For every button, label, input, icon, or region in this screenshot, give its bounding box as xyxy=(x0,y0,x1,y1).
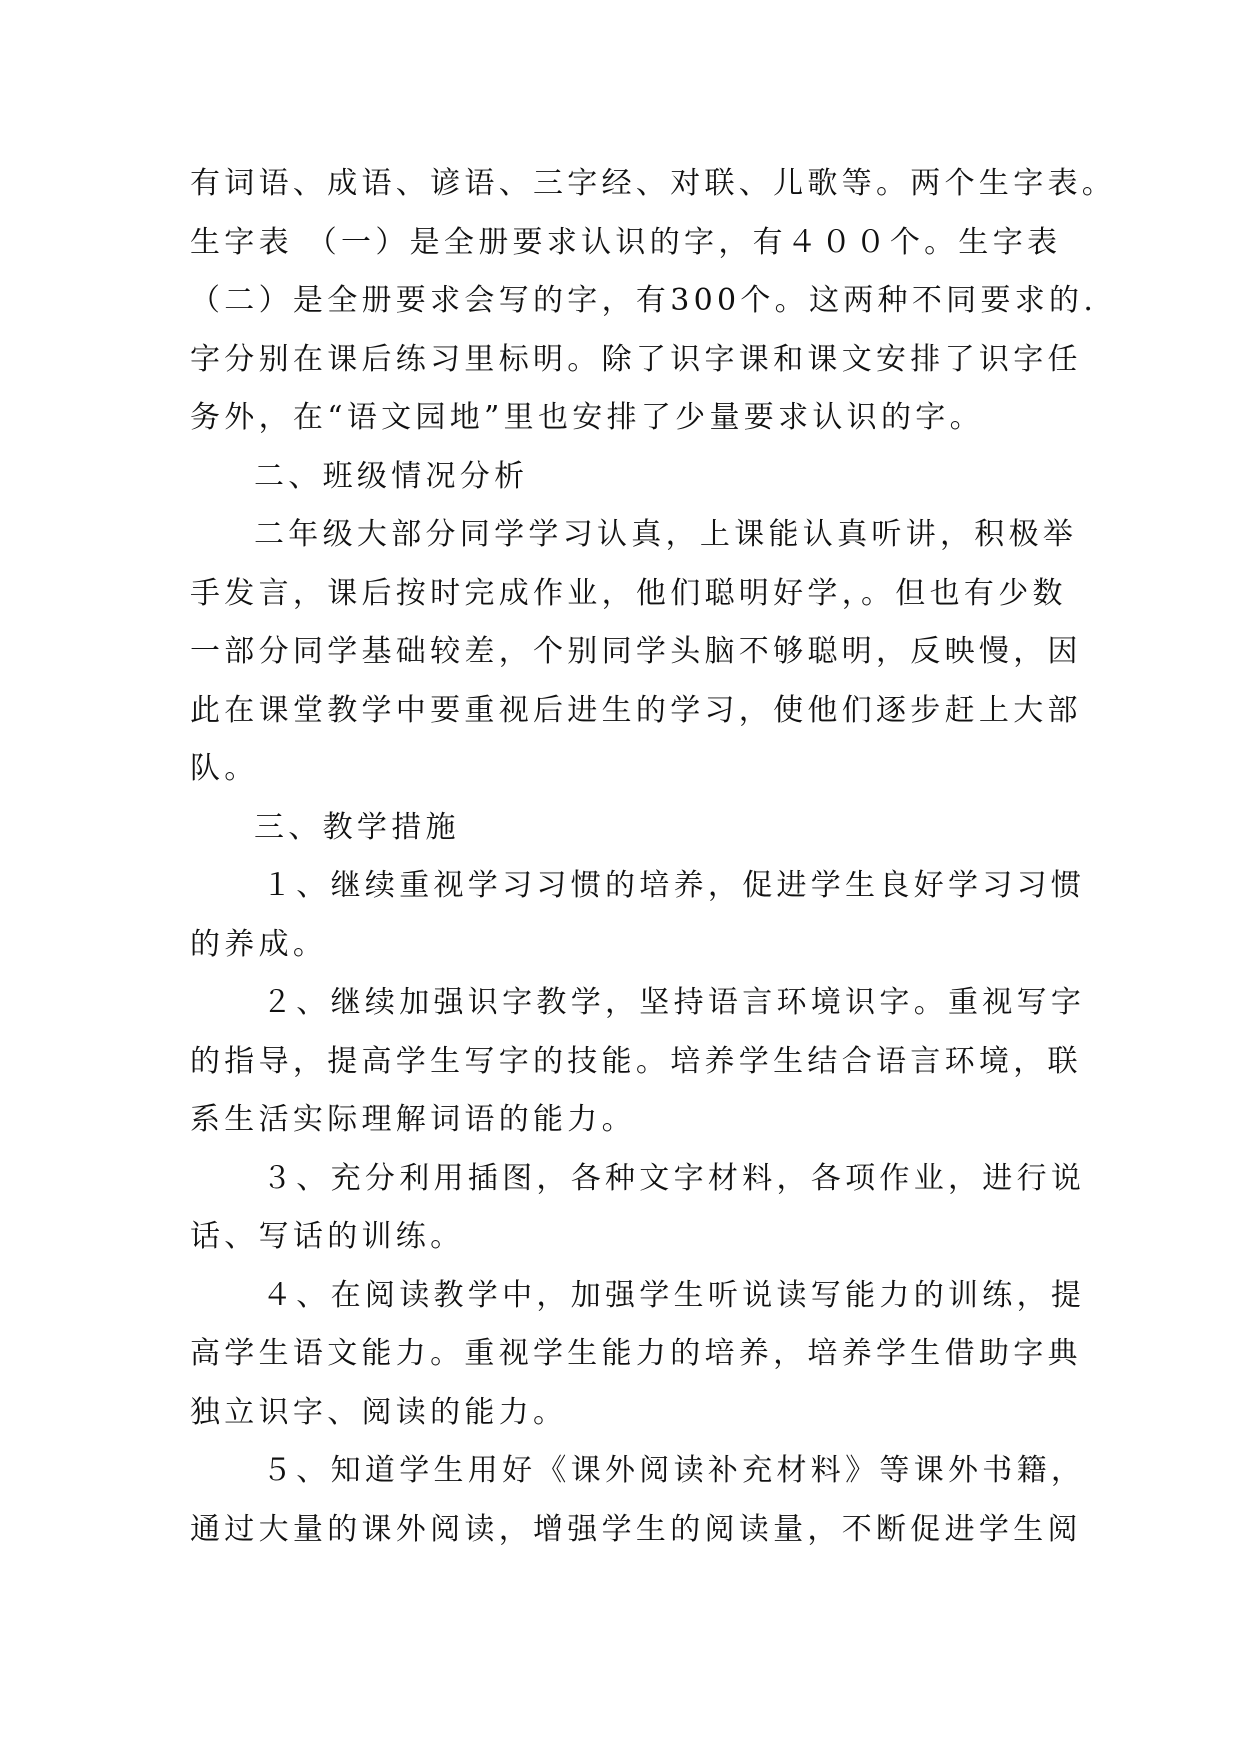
list-item-1: １、继续重视学习习惯的培养，促进学生良好学习习惯 xyxy=(262,868,1086,903)
section-heading-teaching-measures: 三、教学措施 xyxy=(254,809,460,845)
text-line: 一部分同学基础较差，个别同学头脑不够聪明，反映慢，因 xyxy=(190,634,1082,669)
text-line: 生字表 （一）是全册要求认识的字，有４００个。生字表 xyxy=(190,224,1062,260)
text-line: 独立识字、阅读的能力。 xyxy=(190,1394,568,1430)
text-line: 队。 xyxy=(190,751,259,786)
list-item-2: ２、继续加强识字教学，坚持语言环境识字。重视写字 xyxy=(262,985,1086,1020)
text-line: 系生活实际理解词语的能力。 xyxy=(190,1102,636,1137)
text-line: 二年级大部分同学学习认真，上课能认真听讲，积极举 xyxy=(254,517,1078,552)
text-line: 此在课堂教学中要重视后进生的学习，使他们逐步赶上大部 xyxy=(190,692,1082,728)
list-item-5: ５、知道学生用好《课外阅读补充材料》等课外书籍， xyxy=(262,1453,1086,1488)
text-line: （二）是全册要求会写的字，有300个。这两种不同要求的. xyxy=(190,283,1098,318)
text-line: 高学生语文能力。重视学生能力的培养，培养学生借助字典 xyxy=(190,1336,1082,1371)
list-item-3: ３、充分利用插图，各种文字材料，各项作业，进行说 xyxy=(262,1160,1086,1196)
list-item-4: ４、在阅读教学中，加强学生听说读写能力的训练，提 xyxy=(262,1277,1086,1313)
text-line: 的养成。 xyxy=(190,926,328,962)
text-line: 有词语、成语、谚语、三字经、对联、儿歌等。两个生字表。 xyxy=(190,166,1117,201)
text-line: 通过大量的课外阅读，增强学生的阅读量，不断促进学生阅 xyxy=(190,1511,1082,1547)
text-line: 务外，在“语文园地”里也安排了少量要求认识的字。 xyxy=(190,400,984,435)
section-heading-class-analysis: 二、班级情况分析 xyxy=(254,458,529,494)
text-line: 的指导，提高学生写字的技能。培养学生结合语言环境，联 xyxy=(190,1043,1082,1079)
text-line: 字分别在课后练习里标明。除了识字课和课文安排了识字任 xyxy=(190,341,1082,377)
document-body xyxy=(190,155,1117,1559)
text-line: 手发言，课后按时完成作业，他们聪明好学，。但也有少数 xyxy=(190,575,1067,611)
text-line: 话、写话的训练。 xyxy=(190,1219,465,1254)
